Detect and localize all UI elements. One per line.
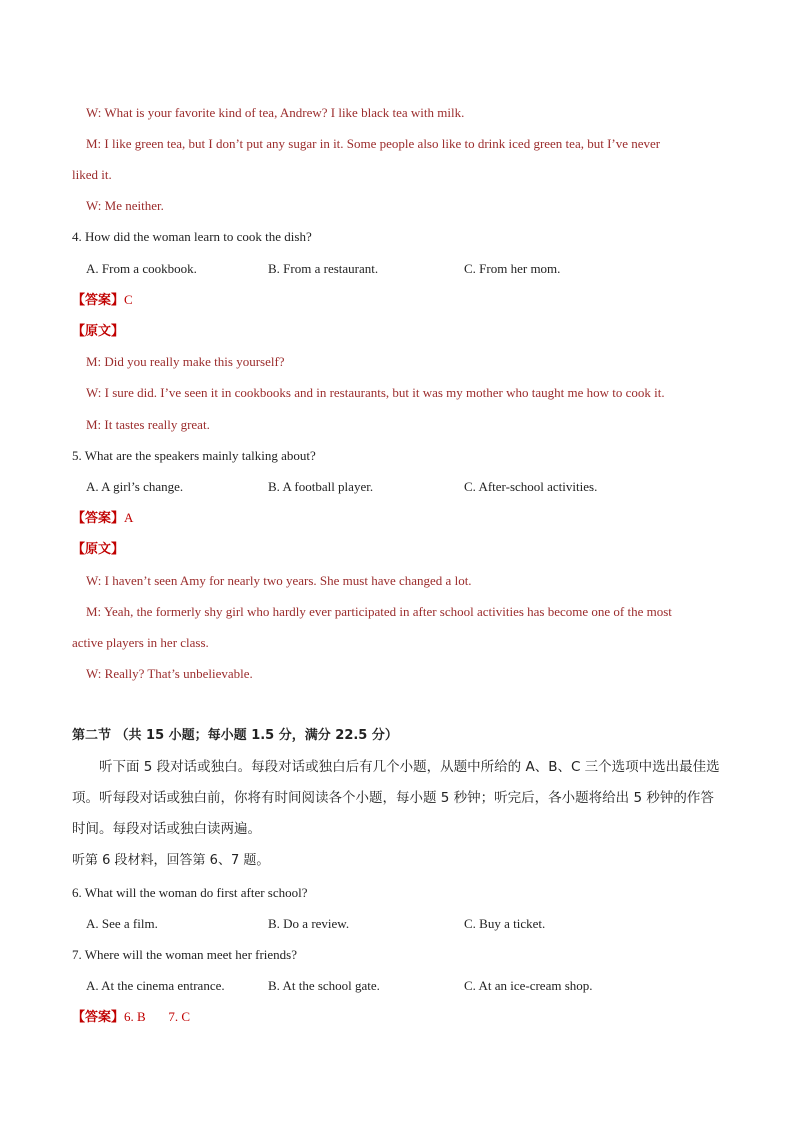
question-4: 4. How did the woman learn to cook the dish? bbox=[72, 229, 312, 244]
q4-option-b: B. From a restaurant. bbox=[268, 261, 379, 276]
question-5: 5. What are the speakers mainly talking about? bbox=[72, 448, 316, 463]
q5-script-tag bbox=[72, 541, 124, 558]
answer-value: C bbox=[124, 292, 133, 307]
q5-option-c: C. After-school activities. bbox=[464, 479, 598, 494]
q4-option-a: A. From a cookbook. bbox=[86, 261, 197, 276]
question-6: 6. What will the woman do first after school? bbox=[72, 885, 308, 900]
dialogue-line: M: It tastes really great. bbox=[86, 417, 210, 432]
q6-7-answer bbox=[72, 1009, 190, 1026]
q6-option-c: C. Buy a ticket. bbox=[464, 916, 546, 931]
dialogue-line: W: Me neither. bbox=[86, 198, 164, 213]
material-prompt: 听第 6 段材料，回答第 6、7 题。 bbox=[72, 853, 270, 868]
section-title: 第二节 （共 15 小题；每小题 1.5 分，满分 22.5 分） bbox=[72, 728, 398, 743]
answer-tag: 【答案】 bbox=[72, 1010, 125, 1025]
q6-option-a: A. See a film. bbox=[86, 916, 158, 931]
q5-option-a: A. A girl’s change. bbox=[86, 479, 184, 494]
q7-option-b: B. At the school gate. bbox=[268, 978, 380, 993]
dialogue-line: W: Really? That’s unbelievable. bbox=[86, 666, 253, 681]
dialogue-line: W: I sure did. I’ve seen it in cookbooks and in restaurants, but it was my mother who taught me how to cook it. bbox=[86, 385, 665, 400]
dialogue-line: W: What is your favorite kind of tea, Andrew? I like black tea with milk. bbox=[86, 105, 465, 120]
answer-tag: 【答案】 bbox=[72, 511, 125, 526]
q6-option-b: B. Do a review. bbox=[268, 916, 350, 931]
q7-option-a: A. At the cinema entrance. bbox=[86, 978, 225, 993]
dialogue-line: active players in her class. bbox=[72, 635, 209, 650]
dialogue-line: M: Did you really make this yourself? bbox=[86, 354, 285, 369]
section-instructions: 听下面 5 段对话或独白。每段对话或独白后有几个小题，从题中所给的 A、B、C 三个选项中选出最佳选项。听每段对话或独白前，你将有时间阅读各个小题，每小题 5 秒钟；听完后，各小题将给出 5 秒钟的作答时间。每段对话或独白读两遍。 bbox=[72, 759, 720, 837]
q4-script-tag bbox=[72, 323, 124, 340]
question-7: 7. Where will the woman meet her friends? bbox=[72, 947, 298, 962]
answer-tag: 【答案】 bbox=[72, 293, 125, 308]
dialogue-line: M: I like green tea, but I don’t put any sugar in it. Some people also like to drink iced green tea, but I’ve never bbox=[86, 136, 661, 151]
script-tag: 【原文】 bbox=[72, 542, 125, 557]
dialogue-line: M: Yeah, the formerly shy girl who hardly ever participated in after school activities has become one of the most bbox=[86, 604, 672, 619]
q5-option-b: B. A football player. bbox=[268, 479, 374, 494]
dialogue-line: liked it. bbox=[72, 167, 112, 182]
answer-value: A bbox=[124, 510, 134, 525]
q4-option-c: C. From her mom. bbox=[464, 261, 561, 276]
q4-answer bbox=[72, 292, 133, 309]
q7-option-c: C. At an ice-cream shop. bbox=[464, 978, 593, 993]
dialogue-line: W: I haven’t seen Amy for nearly two years. She must have changed a lot. bbox=[86, 573, 472, 588]
q5-answer bbox=[72, 510, 133, 527]
script-tag: 【原文】 bbox=[72, 324, 125, 339]
answer-value: 6. B 7. C bbox=[124, 1009, 191, 1024]
